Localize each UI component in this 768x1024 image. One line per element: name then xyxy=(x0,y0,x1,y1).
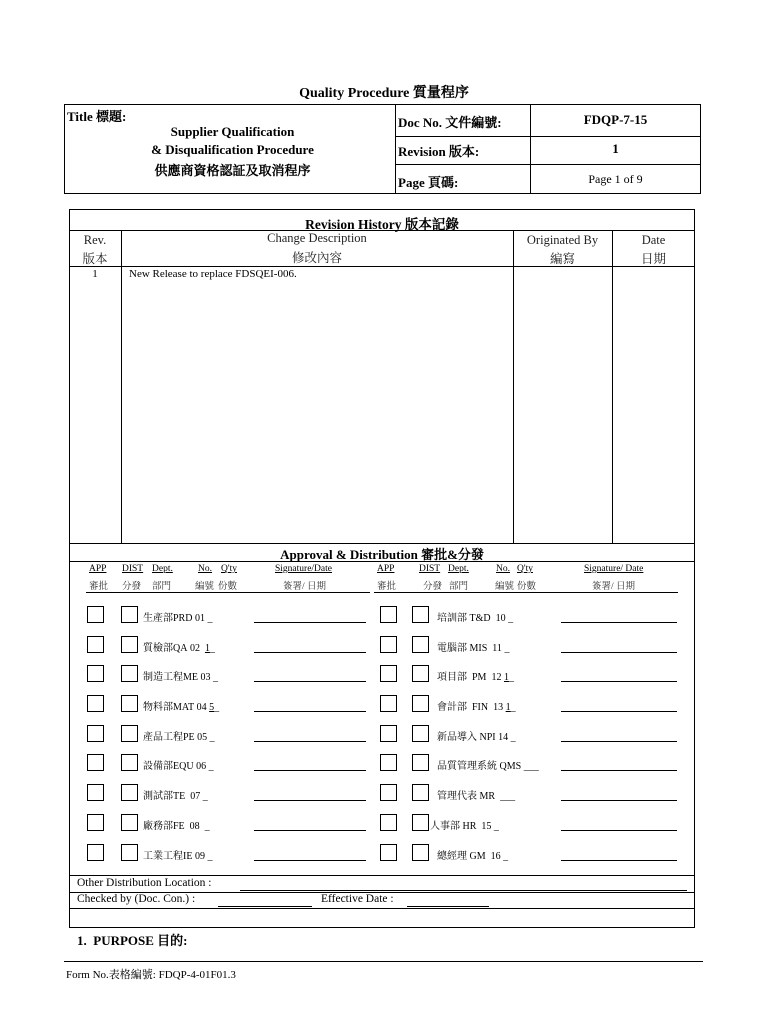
head-signature-zh-right: 簽署/ 日期 xyxy=(592,582,636,592)
col-change-zh: 修改內容 xyxy=(291,251,342,265)
signature-line[interactable] xyxy=(561,741,677,742)
dept-code: PM xyxy=(472,672,487,683)
head-no-zh: 編號 xyxy=(195,582,215,592)
dept-zh: 質檢部 xyxy=(143,643,173,654)
dist-checkbox[interactable] xyxy=(412,606,429,623)
dist-checkbox[interactable] xyxy=(121,725,138,742)
dept-no: 03 xyxy=(200,672,211,683)
dist-checkbox[interactable] xyxy=(121,606,138,623)
signature-line[interactable] xyxy=(254,770,366,771)
dept-zh: 生產部 xyxy=(143,613,173,624)
dept-code: EQU xyxy=(173,761,194,772)
head-signature: Signature/Date xyxy=(275,564,332,574)
dist-checkbox[interactable] xyxy=(412,725,429,742)
head-signature-zh: 簽署/ 日期 xyxy=(283,582,327,592)
head-dept-zh-right: 部門 xyxy=(449,582,469,592)
col-date-zh: 日期 xyxy=(640,252,666,266)
dept-zh: 培訓部 xyxy=(437,613,467,624)
col-date-en: Date xyxy=(641,233,666,247)
doc-title-zh: 供應商資格認証及取消程序 xyxy=(154,163,311,178)
app-checkbox[interactable] xyxy=(380,784,397,801)
app-checkbox[interactable] xyxy=(380,725,397,742)
dist-checkbox[interactable] xyxy=(412,636,429,653)
dept-zh: 制造工程 xyxy=(143,672,183,683)
dept-zh: 產品工程 xyxy=(143,732,183,743)
section-title: PURPOSE 目的: xyxy=(93,933,188,948)
revision-value: 1 xyxy=(612,141,619,156)
head-app-zh-right: 審批 xyxy=(377,582,397,592)
form-number: Form No.表格編號: FDQP-4-01F01.3 xyxy=(66,969,236,981)
dept-code: TE xyxy=(173,791,186,802)
dept-zh: 廠務部 xyxy=(143,821,173,832)
dept-zh: 品質管理系統 xyxy=(437,761,497,772)
dept-no: 14 xyxy=(498,732,509,743)
dept-no: 08 xyxy=(189,821,200,832)
dept-code: PRD xyxy=(173,613,193,624)
dept-no: 15 xyxy=(481,821,492,832)
section-number: 1. xyxy=(77,933,87,948)
dist-checkbox[interactable] xyxy=(412,754,429,771)
app-checkbox[interactable] xyxy=(87,725,104,742)
approval-title: Approval & Distribution 審批&分發 xyxy=(280,547,484,562)
col-rev-zh: 版本 xyxy=(82,252,108,266)
checked-by-label: Checked by (Doc. Con.) : xyxy=(77,893,196,905)
dept-no: 12 xyxy=(491,672,502,683)
signature-line[interactable] xyxy=(561,830,677,831)
dept-zh: 物料部 xyxy=(143,702,173,713)
app-checkbox[interactable] xyxy=(87,636,104,653)
doc-title-en-line1: Supplier Qualification xyxy=(170,124,295,139)
effective-date-label: Effective Date : xyxy=(321,893,394,905)
app-checkbox[interactable] xyxy=(87,814,104,831)
dept-qty[interactable]: 1 xyxy=(204,643,210,654)
dept-code: MAT xyxy=(173,702,195,713)
head-dept-right: Dept. xyxy=(448,564,469,574)
dept-zh: 新品導入 xyxy=(437,732,477,743)
dept-code: PE xyxy=(183,732,195,743)
signature-line[interactable] xyxy=(254,741,366,742)
head-no-right: No. xyxy=(496,564,510,574)
app-checkbox[interactable] xyxy=(380,665,397,682)
dept-zh: 電腦部 xyxy=(437,643,467,654)
dist-checkbox[interactable] xyxy=(121,636,138,653)
app-checkbox[interactable] xyxy=(380,844,397,861)
dept-zh: 會計部 xyxy=(437,702,467,713)
dist-checkbox[interactable] xyxy=(121,754,138,771)
dept-qty[interactable]: 5 xyxy=(209,702,215,713)
app-checkbox[interactable] xyxy=(87,844,104,861)
app-checkbox[interactable] xyxy=(87,665,104,682)
document-heading: Quality Procedure 質量程序 xyxy=(299,86,469,101)
signature-line[interactable] xyxy=(254,830,366,831)
signature-line[interactable] xyxy=(254,681,366,682)
dept-zh: 總經理 xyxy=(437,851,467,862)
signature-line[interactable] xyxy=(254,800,366,801)
dept-code: GM xyxy=(469,851,486,862)
dept-no: 11 xyxy=(492,643,502,654)
dist-checkbox[interactable] xyxy=(412,665,429,682)
dist-checkbox[interactable] xyxy=(412,784,429,801)
dept-code: FIN xyxy=(472,702,489,713)
signature-line[interactable] xyxy=(561,860,677,861)
footer-rule xyxy=(64,961,703,962)
other-distribution-label: Other Distribution Location : xyxy=(77,877,212,889)
dept-no: 01 xyxy=(194,613,205,624)
dept-code: IE xyxy=(183,851,193,862)
app-checkbox[interactable] xyxy=(87,695,104,712)
signature-line[interactable] xyxy=(561,711,677,712)
head-dept: Dept. xyxy=(152,564,173,574)
effective-date-field[interactable] xyxy=(407,906,489,907)
revision-history-title: Revision History 版本記錄 xyxy=(305,217,459,232)
signature-line[interactable] xyxy=(254,860,366,861)
revision-label: Revision 版本: xyxy=(398,144,480,159)
col-originated-zh: 編寫 xyxy=(549,252,575,266)
head-dist: DIST xyxy=(122,564,144,574)
col-change-en: Change Description xyxy=(267,231,367,245)
head-dist-right: DIST xyxy=(419,564,441,574)
page-value: Page 1 of 9 xyxy=(588,172,643,186)
dept-qty[interactable]: 1 xyxy=(505,702,511,713)
dist-checkbox[interactable] xyxy=(121,784,138,801)
dept-zh: 項目部 xyxy=(437,672,467,683)
app-checkbox[interactable] xyxy=(87,754,104,771)
dept-zh: 測試部 xyxy=(143,791,173,802)
app-checkbox[interactable] xyxy=(380,636,397,653)
revision-row-rev: 1 xyxy=(92,268,98,280)
other-distribution-field[interactable] xyxy=(240,890,687,891)
dist-checkbox[interactable] xyxy=(121,695,138,712)
doc-title-en-line2: & Disqualification Procedure xyxy=(151,142,314,157)
revision-row-change: New Release to replace FDSQEI-006. xyxy=(129,268,297,280)
app-checkbox[interactable] xyxy=(380,754,397,771)
head-no-zh-right: 編號 xyxy=(495,582,515,592)
dept-no: 09 xyxy=(194,851,205,862)
app-checkbox[interactable] xyxy=(380,695,397,712)
signature-line[interactable] xyxy=(561,681,677,682)
dist-checkbox[interactable] xyxy=(412,695,429,712)
signature-line[interactable] xyxy=(561,770,677,771)
head-app-right: APP xyxy=(377,564,395,574)
head-qty: Q'ty xyxy=(221,564,237,574)
dept-code: HR xyxy=(462,821,477,832)
dept-zh: 管理代表 xyxy=(437,791,477,802)
dept-no: 04 xyxy=(196,702,207,713)
signature-line[interactable] xyxy=(561,800,677,801)
dept-code: T&D xyxy=(469,613,491,624)
head-dept-zh: 部門 xyxy=(152,582,172,592)
head-app-zh: 審批 xyxy=(89,582,109,592)
signature-line[interactable] xyxy=(254,711,366,712)
dept-code: FE xyxy=(173,821,185,832)
dept-zh: 人事部 xyxy=(430,821,460,832)
signature-line[interactable] xyxy=(561,622,677,623)
head-qty-zh-right: 份數 xyxy=(517,582,537,592)
head-dist-zh: 分發 xyxy=(122,582,142,592)
dist-checkbox[interactable] xyxy=(412,844,429,861)
dept-no: 02 xyxy=(189,643,200,654)
section-purpose-heading xyxy=(77,930,188,949)
dist-checkbox[interactable] xyxy=(121,814,138,831)
checked-by-field[interactable] xyxy=(218,906,312,907)
signature-line[interactable] xyxy=(254,652,366,653)
dept-no: 06 xyxy=(196,761,207,772)
dept-no: 13 xyxy=(493,702,504,713)
dept-qty[interactable]: 1 xyxy=(503,672,509,683)
doc-no-label: Doc No. 文件編號: xyxy=(398,115,502,130)
app-checkbox[interactable] xyxy=(380,606,397,623)
dept-no: 10 xyxy=(495,613,506,624)
dept-code: QMS xyxy=(499,761,522,772)
head-qty-zh: 份數 xyxy=(218,582,238,592)
title-label: Title 標題: xyxy=(67,109,127,124)
doc-no-value: FDQP-7-15 xyxy=(583,112,648,127)
head-dist-zh-right: 分發 xyxy=(423,582,443,592)
head-app: APP xyxy=(89,564,107,574)
dist-checkbox[interactable] xyxy=(412,814,429,831)
head-signature-right: Signature/ Date xyxy=(584,564,644,574)
dept-code: ME xyxy=(183,672,198,683)
page-label: Page 頁碼: xyxy=(398,175,459,190)
head-qty-right: Q'ty xyxy=(517,564,533,574)
head-no: No. xyxy=(198,564,212,574)
app-checkbox[interactable] xyxy=(87,784,104,801)
col-rev-en: Rev. xyxy=(83,233,107,247)
dept-no: 07 xyxy=(190,791,201,802)
dist-checkbox[interactable] xyxy=(121,844,138,861)
dept-zh: 工業工程 xyxy=(143,851,183,862)
dept-no: 05 xyxy=(197,732,208,743)
app-checkbox[interactable] xyxy=(87,606,104,623)
dept-code: QA xyxy=(173,643,188,654)
dept-no: 16 xyxy=(490,851,501,862)
app-checkbox[interactable] xyxy=(380,814,397,831)
col-originated-en: Originated By xyxy=(526,233,599,247)
dept-code: MR xyxy=(479,791,496,802)
signature-line[interactable] xyxy=(561,652,677,653)
dist-checkbox[interactable] xyxy=(121,665,138,682)
dept-code: NPI xyxy=(479,732,496,743)
dept-code: MIS xyxy=(469,643,488,654)
signature-line[interactable] xyxy=(254,622,366,623)
dept-zh: 設備部 xyxy=(143,761,173,772)
